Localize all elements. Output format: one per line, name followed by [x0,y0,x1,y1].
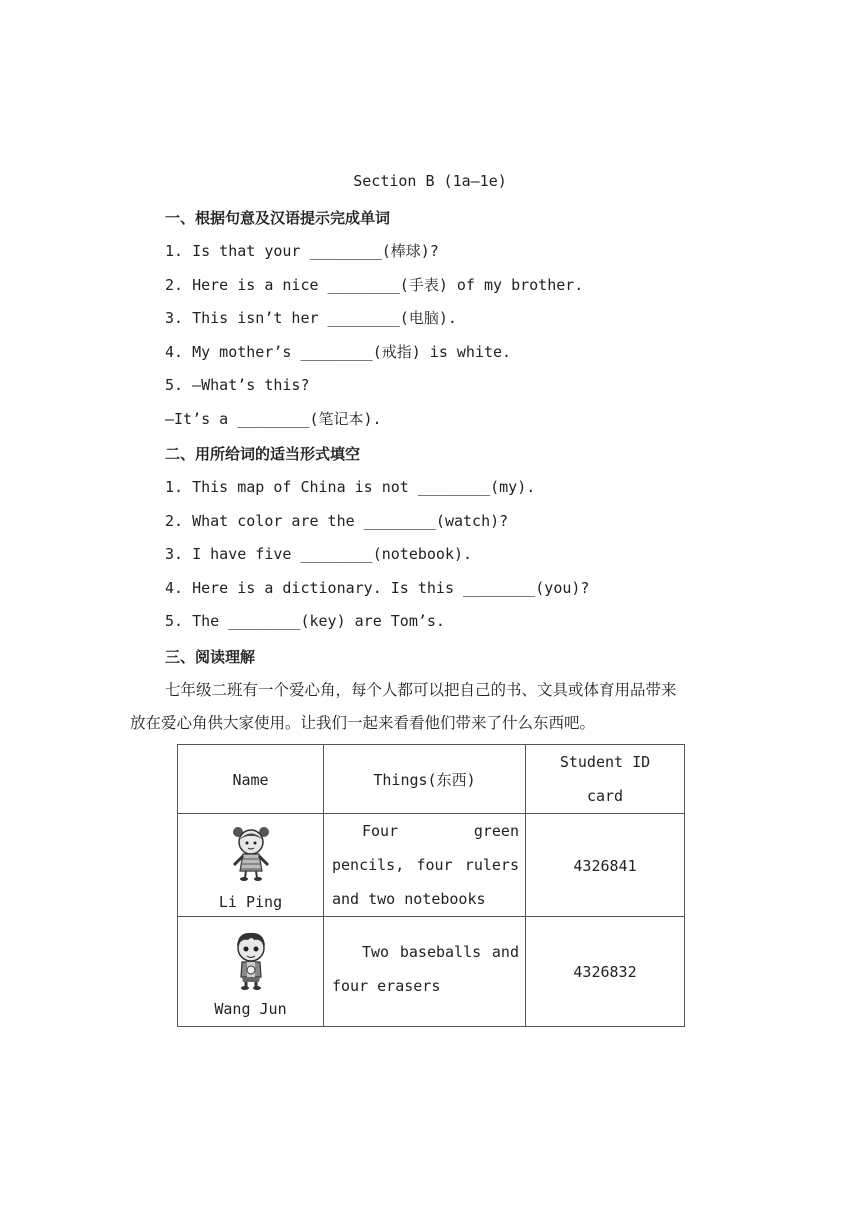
reading-table [177,744,685,1027]
part3-heading: 三、阅读理解 [165,648,256,666]
name-li-ping: Li Ping [218,893,283,911]
part2-item-2: 2. What color are the ________(watch)? [165,512,509,530]
part1-item-2: 2. Here is a nice ________(手表) of my brother. [165,276,584,294]
part1-item-4: 4. My mother’s ________(戒指) is white. [165,343,512,361]
part1-item-3: 3. This isn’t her ________(电脑). [165,309,457,327]
header-things: Things(东西) [373,770,476,789]
page-title: Section B (1a—1e) [353,172,507,190]
girl-icon [178,823,323,885]
part3-intro-line1: 七年级二班有一个爱心角，每个人都可以把自己的书、文具或体育用品带来 [165,681,677,699]
part2-item-3: 3. I have five ________(notebook). [165,545,473,563]
header-name: Name [232,770,269,789]
id-li-ping: 4326841 [573,856,637,875]
name-wang-jun: Wang Jun [214,999,287,1018]
part2-item-1: 1. This map of China is not ________(my). [165,478,536,496]
part2-item-5: 5. The ________(key) are Tom’s. [165,612,445,630]
header-student-id: Student ID card [559,753,651,805]
table-header-row [178,745,685,814]
id-wang-jun: 4326832 [573,963,637,981]
boy-icon [178,928,323,994]
things-li-ping: Four green pencils, four rulers and two notebooks [332,822,519,908]
part2-item-4: 4. Here is a dictionary. Is this ________(you)? [165,579,590,597]
part3-intro-line2: 放在爱心角供大家使用。让我们一起来看看他们带来了什么东西吧。 [130,714,596,732]
part1-item-5: 5. —What’s this? [165,376,310,394]
part2-heading: 二、用所给词的适当形式填空 [165,445,361,463]
part1-heading: 一、根据句意及汉语提示完成单词 [165,209,391,227]
table-row [178,814,685,917]
table-row [178,917,685,1027]
part1-item-5-answer: —It’s a ________(笔记本). [165,410,382,428]
part1-item-1: 1. Is that your ________(棒球)? [165,242,439,260]
things-wang-jun: Two baseballs and four erasers [332,943,519,995]
